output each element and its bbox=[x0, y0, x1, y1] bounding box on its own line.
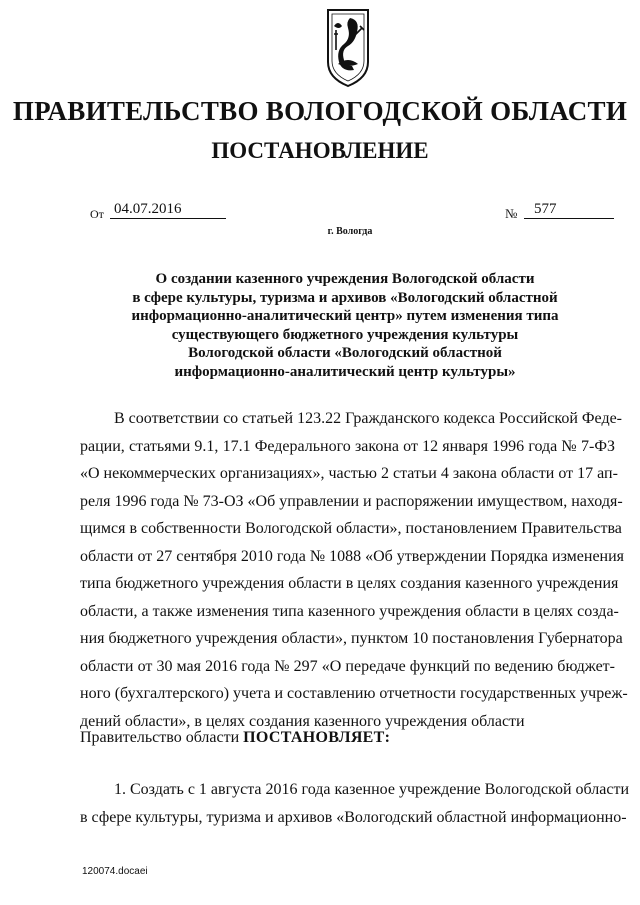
resolution-title bbox=[95, 270, 595, 381]
title-line: информационно-аналитический центр культуры» bbox=[174, 363, 516, 380]
clause-line: 1. Создать с 1 августа 2016 года казенное учреждение Вологодской области bbox=[114, 781, 630, 798]
body-line: ного (бухгалтерского) учета и составлению отчетности государственных учреж- bbox=[80, 685, 628, 702]
document-number: 577 bbox=[524, 200, 614, 219]
title-line: существующего бюджетного учреждения культуры bbox=[171, 326, 519, 343]
document-type: ПОСТАНОВЛЕНИЕ bbox=[211, 138, 429, 163]
title-line: О создании казенного учреждения Вологодской области bbox=[155, 271, 535, 287]
date-label: От bbox=[90, 207, 104, 221]
body-line: щимся в собственности Вологодской области», постановлением Правительства bbox=[80, 520, 622, 537]
title-line: в сфере культуры, туризма и архивов «Вологодский областной bbox=[132, 289, 558, 306]
clause-1 bbox=[80, 776, 630, 831]
number-label: № bbox=[505, 206, 518, 221]
coat-of-arms-emblem bbox=[324, 6, 372, 88]
body-line: типа бюджетного учреждения области в целях создания казенного учреждения bbox=[80, 575, 619, 592]
body-line: «О некоммерческих организациях», частью 2 статьи 4 закона области от 17 ап- bbox=[80, 465, 618, 482]
title-line: информационно-аналитический центр» путем изменения типа bbox=[131, 308, 559, 324]
body-line: В соответствии со статьей 123.22 Гражданского кодекса Российской Феде- bbox=[114, 410, 623, 427]
body-line: дений области», в целях создания казенного учреждения области bbox=[80, 712, 525, 730]
body-line: реля 1996 года № 73-ОЗ «Об управлении и распоряжении имуществом, находя- bbox=[80, 492, 623, 510]
body-line: области, а также изменения типа казенного учреждения области в целях созда- bbox=[80, 602, 619, 620]
body-line: ния бюджетного учреждения области», пунктом 10 постановления Губернатора bbox=[80, 630, 623, 647]
clause-line: в сфере культуры, туризма и архивов «Вологодский областной информационно- bbox=[80, 808, 627, 826]
resolve-keyword: ПОСТАНОВЛЯЕТ: bbox=[243, 729, 391, 746]
body-line: рации, статьями 9.1, 17.1 Федерального закона от 12 января 1996 года № 7-ФЗ bbox=[80, 437, 615, 455]
resolve-prefix: Правительство области bbox=[80, 729, 244, 746]
city-name: г. Вологда bbox=[327, 226, 373, 237]
body-line: области от 27 сентября 2010 года № 1088 «Об утверждении Порядка изменения bbox=[80, 547, 625, 565]
organization-title: ПРАВИТЕЛЬСТВО ВОЛОГОДСКОЙ ОБЛАСТИ bbox=[12, 96, 628, 126]
body-line: области от 30 мая 2016 года № 297 «О передаче функций по ведению бюджет- bbox=[80, 657, 615, 675]
preamble-paragraph bbox=[80, 405, 628, 735]
file-identifier: 120074.docaei bbox=[82, 866, 148, 877]
title-line: Вологодской области «Вологодский областной bbox=[188, 345, 502, 361]
resolution-statement bbox=[80, 729, 390, 747]
document-date: 04.07.2016 bbox=[110, 200, 226, 219]
